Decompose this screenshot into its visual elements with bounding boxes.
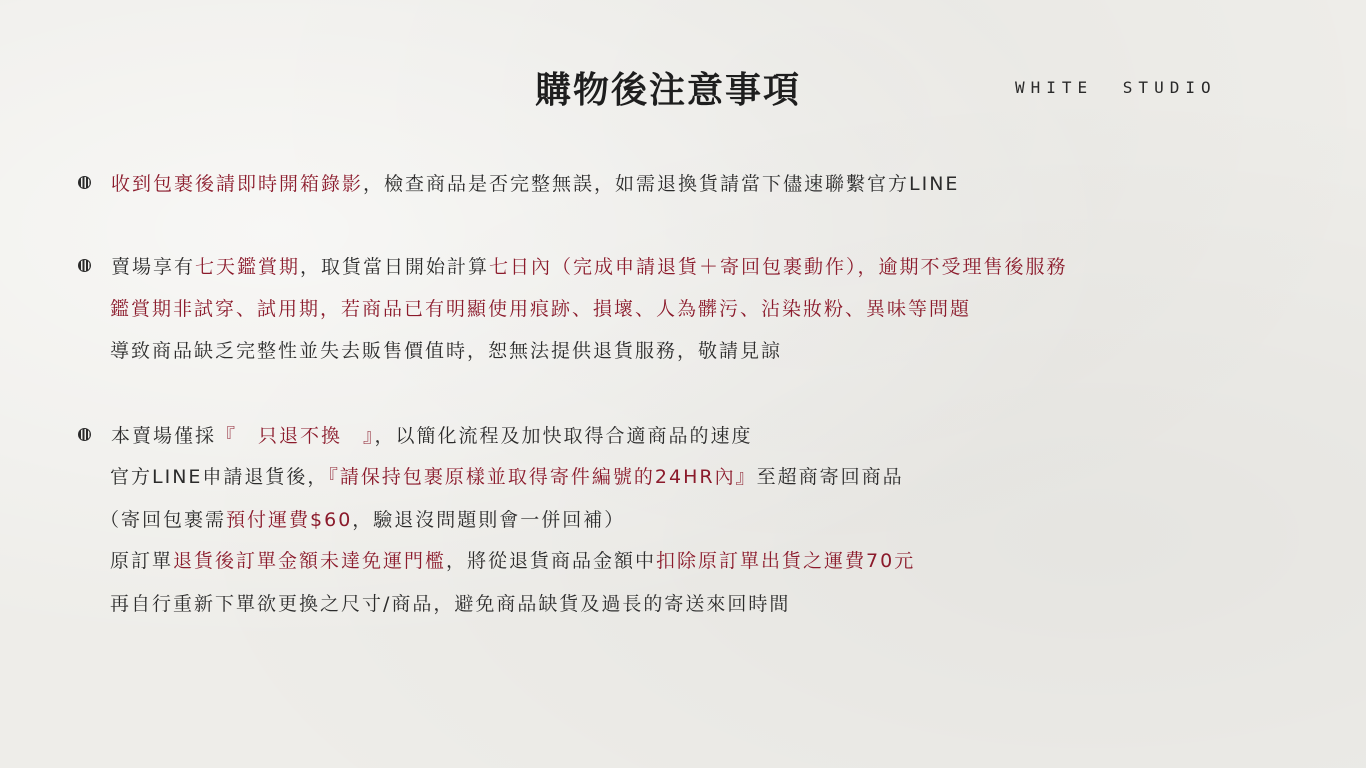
notice-text: ，取貨當日開始計算 <box>300 256 490 278</box>
notice-text-refusal: 導致商品缺乏完整性並失去販售價值時，恕無法提供退貨服務，敬請見諒 <box>110 340 783 362</box>
notice-highlight: 『 只退不換 』 <box>216 425 375 447</box>
notice-text: 至超商寄回商品 <box>756 466 904 488</box>
notice-text: 官方LINE申請退貨後， <box>110 466 329 488</box>
notice-text: ，檢查商品是否完整無誤，如需退換貨請當下儘速聯繫官方LINE <box>363 173 960 195</box>
notice-text: 賣場享有 <box>111 256 196 278</box>
notice-highlight: 七天鑑賞期 <box>195 256 301 278</box>
notice-highlight: 預付運費$60 <box>226 509 353 531</box>
notice-text-condition: 鑑賞期非試穿、試用期，若商品已有明顯使用痕跡、損壞、人為髒污、沾染妝粉、異味等問題 <box>110 298 972 320</box>
notice-text: ，以簡化流程及加快取得合適商品的速度 <box>374 425 753 447</box>
notice-text: 原訂單 <box>110 550 174 572</box>
notice-highlight: 退貨後訂單金額未達免運門檻 <box>173 550 447 572</box>
notice-text: ，將從退貨商品金額中 <box>446 550 657 572</box>
notice-text-return-steps <box>110 465 904 489</box>
notice-text: （寄回包裹需 <box>100 509 227 531</box>
notice-text-threshold <box>110 549 915 573</box>
notice-item-return-only <box>78 424 753 448</box>
notice-highlight: 七日內（完成申請退貨＋寄回包裹動作），逾期不受理售後服務 <box>489 256 1068 278</box>
page-title: 購物後注意事項 <box>535 70 802 111</box>
notice-text-reorder: 再自行重新下單欲更換之尺寸/商品，避免商品缺貨及過長的寄送來回時間 <box>110 593 791 615</box>
notice-text: 本賣場僅採 <box>111 425 217 447</box>
bullet-icon <box>78 428 91 441</box>
notice-text-shipping-fee <box>100 508 625 532</box>
notice-text: ，驗退沒問題則會一併回補） <box>352 509 626 531</box>
notice-highlight: 扣除原訂單出貨之運費70元 <box>656 550 916 572</box>
notice-highlight: 『請保持包裹原樣並取得寄件編號的24HR內』 <box>328 466 757 488</box>
bullet-icon <box>78 259 91 272</box>
notice-item-unboxing <box>78 172 959 196</box>
notice-item-appreciation-period <box>78 255 1068 279</box>
header <box>0 0 1366 130</box>
bullet-icon <box>78 176 91 189</box>
brand-name: WHITE STUDIO <box>1015 78 1217 97</box>
notice-highlight: 收到包裹後請即時開箱錄影 <box>111 173 364 195</box>
